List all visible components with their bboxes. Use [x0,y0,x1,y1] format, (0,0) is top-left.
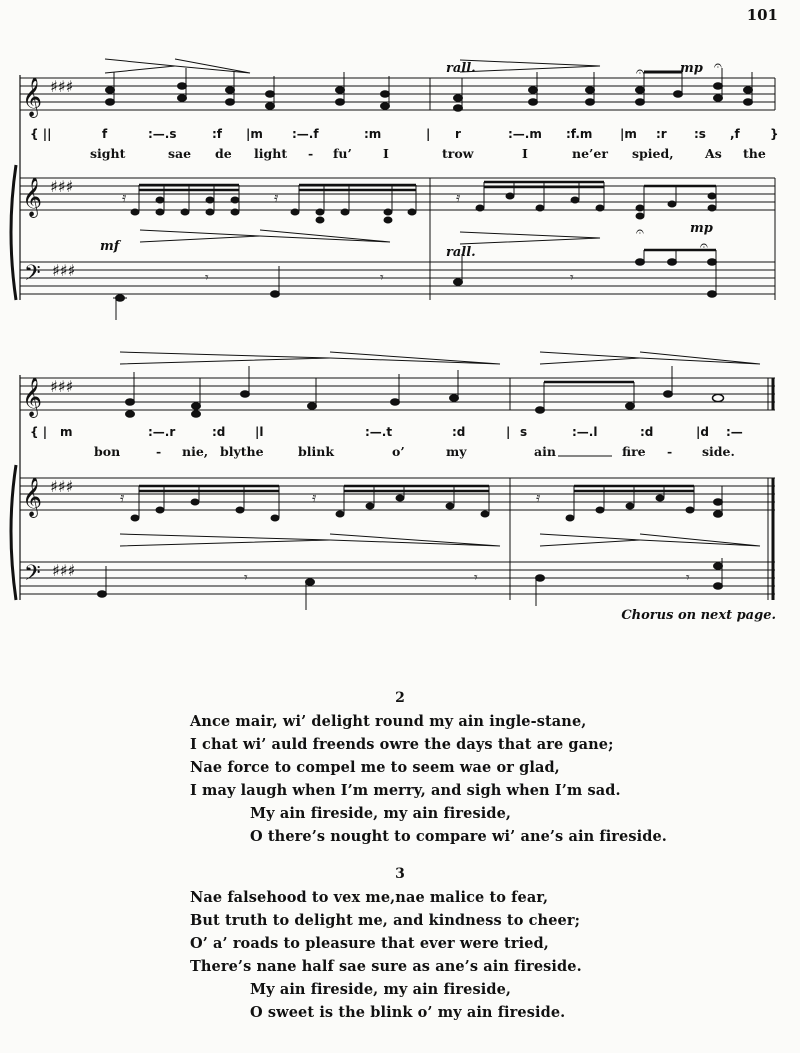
rall-marking-top: rall. [446,61,476,76]
verse-number: 2 [395,690,405,706]
svg-text:blink: blink [298,444,334,459]
svg-text:I: I [522,146,528,161]
svg-text:spied,: spied, [632,146,674,161]
svg-text:s: s [520,425,528,439]
svg-text:fu’: fu’ [333,146,352,161]
svg-text:|: | [506,425,511,439]
svg-text:f: f [102,127,108,141]
piano-treble-notes-2 [131,486,723,521]
svg-text::s: :s [694,127,706,141]
key-signature-sharps: ♯♯♯ [52,561,76,580]
fermata-icon: 𝄐 [714,58,722,74]
svg-text::—.l: :—.l [572,425,598,439]
svg-text:nie,: nie, [182,444,209,459]
key-signature-sharps: ♯♯♯ [50,177,74,196]
svg-text::—.s: :—.s [148,127,177,141]
svg-text:the: the [743,146,766,161]
rest-icon: 𝄾 [570,270,574,286]
svg-text:r: r [455,127,461,141]
piano-bass-notes-1 [113,250,717,320]
svg-text:my: my [446,444,467,459]
system-2 [11,352,775,610]
key-signature-sharps: ♯♯♯ [50,377,74,396]
svg-text:{ |: { | [30,425,48,439]
svg-text:|m: |m [246,127,263,141]
verse-line: I may laugh when I’m merry, and sigh when I’m sad. [190,782,621,799]
svg-text::r: :r [656,127,667,141]
treble-clef-icon: 𝄞 [22,177,43,217]
svg-text::d: :d [640,425,654,439]
svg-text:fire: fire [622,444,646,459]
svg-text:blythe: blythe [220,444,264,459]
svg-text:de: de [215,146,232,161]
svg-text:I: I [383,146,389,161]
rest-icon: 𝄿 [122,190,127,206]
svg-text:light: light [254,146,288,161]
bass-clef-icon: 𝄢 [24,561,41,591]
treble-clef-icon: 𝄞 [22,77,43,117]
svg-text:m: m [60,425,73,439]
rest-icon: 𝄿 [456,190,461,206]
rest-icon: 𝄾 [205,270,209,286]
svg-text::d: :d [452,425,466,439]
svg-text::—.t: :—.t [365,425,393,439]
svg-text:As: As [705,146,722,161]
treble-clef-icon: 𝄞 [22,477,43,517]
piano-bass-staff-2 [20,562,775,594]
verse-refrain-line: My ain fireside, my ain fireside, [250,981,512,998]
svg-text:side.: side. [702,444,735,459]
lyrics-line-2 [94,444,735,459]
rest-icon: 𝄿 [120,490,125,506]
svg-text::—.m: :—.m [508,127,542,141]
verse-line: Nae force to compel me to seem wae or glad, [190,759,560,776]
svg-text::—.f: :—.f [292,127,319,141]
svg-text:o’: o’ [392,444,405,459]
svg-text:|l: |l [255,425,264,439]
svg-text:sae: sae [168,146,192,161]
rest-icon: 𝄾 [686,570,690,586]
key-signature-sharps: ♯♯♯ [50,477,74,496]
mf-marking: mf [100,239,120,254]
svg-text:bon: bon [94,444,121,459]
hairpins-voice-1 [105,59,600,73]
solfa-line-1 [30,127,779,141]
hairpins-voice-2 [120,352,760,364]
key-signature-sharps: ♯♯♯ [52,261,76,280]
verse-line: But truth to delight me, and kindness to cheer; [190,912,581,929]
svg-text:,f: ,f [730,127,740,141]
svg-text:sight: sight [90,146,126,161]
rest-icon: 𝄾 [380,270,384,286]
lyrics-line-1 [90,146,766,161]
hairpins-piano-1 [140,230,600,244]
svg-text:|d: |d [696,425,709,439]
verse-refrain-line: O there’s nought to compare wi’ ane’s ain fireside. [250,828,667,845]
verse-refrain-line: O sweet is the blink o’ my ain fireside. [250,1004,566,1021]
verse-line: I chat wi’ auld freends owre the days that are gane; [190,736,614,753]
rall-marking-bottom: rall. [446,245,476,260]
rest-icon: 𝄿 [312,490,317,506]
system-1 [11,58,779,320]
mp-marking-top: mp [680,61,703,76]
svg-text:|m: |m [620,127,637,141]
svg-text:-: - [667,444,673,459]
svg-text:}: } [770,127,779,141]
key-signature-sharps: ♯♯♯ [50,77,74,96]
rest-icon: 𝄾 [474,570,478,586]
verse-line: Nae falsehood to vex me,nae malice to fear, [190,889,549,906]
verse-number: 3 [395,866,405,882]
svg-text::f.m: :f.m [566,127,593,141]
svg-text:-: - [156,444,162,459]
piano-bass-staff-1 [20,262,775,294]
hairpins-piano-2 [120,534,760,546]
solfa-line-2 [30,425,743,439]
voice-staff-1 [20,78,775,110]
piano-treble-staff-1 [20,178,775,300]
voice-notes-1 [106,68,753,111]
verse-line: There’s nane half sae sure as ane’s ain fireside. [190,958,582,975]
bass-clef-icon: 𝄢 [24,261,41,291]
verse-line: O’ a’ roads to pleasure that ever were tried, [190,935,549,952]
rest-icon: 𝄾 [244,570,248,586]
treble-clef-icon: 𝄞 [22,377,43,417]
piano-bass-notes-2 [98,558,723,610]
verse-line: Ance mair, wi’ delight round my ain ingle-stane, [190,713,587,730]
fermata-icon: 𝄐 [636,64,644,80]
svg-text:trow: trow [442,146,474,161]
svg-text:|: | [426,127,431,141]
mp-marking-bottom: mp [690,221,713,236]
page-number: 101 [746,6,778,24]
fermata-icon: 𝄐 [700,238,708,254]
rest-icon: 𝄿 [274,190,279,206]
svg-text::—.r: :—.r [148,425,176,439]
rest-icon: 𝄿 [536,490,541,506]
svg-text::—: :— [726,425,743,439]
fermata-icon: 𝄐 [636,224,644,240]
svg-text:ne’er: ne’er [572,146,608,161]
svg-text::f: :f [212,127,223,141]
svg-text:-: - [308,146,314,161]
verse-refrain-line: My ain fireside, my ain fireside, [250,805,512,822]
svg-text:{ ||: { || [30,127,52,141]
svg-text::m: :m [364,127,382,141]
svg-text::d: :d [212,425,226,439]
svg-text:ain: ain [534,444,556,459]
chorus-note: Chorus on next page. [621,608,776,623]
